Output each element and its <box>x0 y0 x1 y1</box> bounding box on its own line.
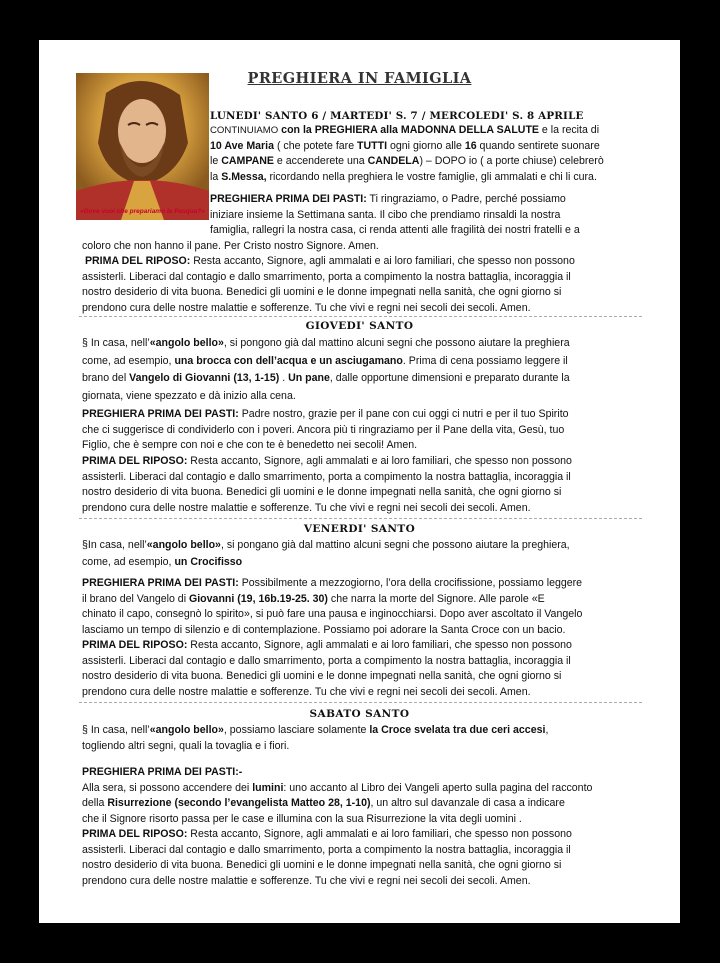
intro-line: 10 Ave Maria ( che potete fare TUTTI ogni giorno alle 16 quando sentirete suonare <box>210 139 600 152</box>
thursday-heading: GIOVEDI' SANTO <box>305 320 414 332</box>
document-page <box>39 40 680 923</box>
jesus-painting-image <box>76 73 209 220</box>
jesus-portrait-icon <box>76 73 209 220</box>
page-title: PREGHIERA IN FAMIGLIA <box>247 70 472 87</box>
saturday-night-prayer: PRIMA DEL RIPOSO: Resta accanto, Signore, agli ammalati e ai loro familiari, che spesso non possono assisterli. Liberaci dal contagio e dallo smarrimento, porta a compimento la nostra battaglia, incoraggia il nostro desiderio di vita buona. Benedici gli uomini e le donne impegnati nella sanità, che ogni giorno si prendono cura delle nostre malattie e sofferenze. Tu che vivi e regni nei secoli dei secoli. Amen. <box>82 828 572 887</box>
intro-line: CONTINUIAMO con la PREGHIERA alla MADONNA DELLA SALUTE e la recita di <box>210 124 600 136</box>
divider <box>79 702 642 703</box>
friday-heading: VENERDI' SANTO <box>303 523 416 535</box>
saturday-heading: SABATO SANTO <box>309 708 410 720</box>
friday-intro: §In casa, nell’«angolo bello», si pongano già dal mattino alcuni segni che possono aiutare la preghiera, come, ad esempio, un Crocifisso <box>82 539 570 568</box>
divider <box>79 518 642 519</box>
thursday-intro: § In casa, nell’«angolo bello», si pongono già dal mattino alcuni segni che possono aiutare la preghiera come, ad esempio, una brocca con dell’acqua e un asciugamano. Prima di cena possiamo leggere il brano del Vangelo di Giovanni (13, 1-15) . Un pane, dalle opportune dimensioni e preparato durante la giornata, viene spezzato e dà inizio alla cena. <box>82 337 570 402</box>
intro-paragraph <box>210 123 670 185</box>
divider <box>79 316 642 317</box>
monday-meal-prayer: PREGHIERA PRIMA DEI PASTI: Ti ringraziamo, o Padre, perché possiamo iniziare insieme la Settimana santa. Il cibo che prendiamo rinsaldi la nostra famiglia, rallegri la nostra casa, ci renda attenti alle fragilità dei nostri fratelli e a <box>210 193 580 237</box>
intro-line: le CAMPANE e accenderete una CANDELA) – DOPO io ( a porte chiuse) celebrerò <box>210 155 604 168</box>
thursday-meal-prayer: PREGHIERA PRIMA DEI PASTI: Padre nostro, grazie per il pane con cui oggi ci nutri e per il tuo Spirito che ci suggerisce di condividerlo con i poveri. Ancora più ti ringraziamo per il Pane della vita, Gesù, tuo Figlio, che è sempre con noi e che con te è benedetto nei secoli! Amen. <box>82 408 569 452</box>
intro-line: la S.Messa, ricordando nella preghiera le vostre famiglie, gli ammalati e chi li cura. <box>210 170 597 183</box>
thursday-night-prayer: PRIMA DEL RIPOSO: Resta accanto, Signore, agli ammalati e ai loro familiari, che spesso non possono assisterli. Liberaci dal contagio e dallo smarrimento, porta a compimento la nostra battaglia, incoraggia il nostro desiderio di vita buona. Benedici gli uomini e le donne impegnati nella sanità, che ogni giorno si prendono cura delle nostre malattie e sofferenze. Tu che vivi e regni nei secoli dei secoli. Amen. <box>82 455 572 514</box>
dates-heading: LUNEDI' SANTO 6 / MARTEDI' S. 7 / MERCOLEDI' S. 8 APRILE <box>210 110 584 122</box>
image-caption: «Dove vuoi che prepariamo la Pasqua?» <box>80 208 205 215</box>
friday-meal-prayer: PREGHIERA PRIMA DEI PASTI: Possibilmente a mezzogiorno, l’ora della crocifissione, possiamo leggere il brano del Vangelo di Giovanni (19, 16b.19-25. 30) che narra la morte del Signore. Alle parole «E chinato il capo, consegnò lo spirito», si può fare una pausa e inginocchiarsi. Dopo aver ascoltato il Vangelo lasciamo un tempo di silenzio e di contemplazione. Possiamo poi adorare la Santa Croce con un bacio. <box>82 577 583 636</box>
monday-night-prayer: PRIMA DEL RIPOSO: Resta accanto, Signore, agli ammalati e ai loro familiari, che spesso non possono assisterli. Liberaci dal contagio e dallo smarrimento, porta a compimento la nostra battaglia, incoraggia il nostro desiderio di vita buona. Benedici gli uomini e le donne impegnati nella sanità, che ogni giorno si prendono cura delle nostre malattie e sofferenze. Tu che vivi e regni nei secoli dei secoli. Amen. <box>82 255 575 314</box>
saturday-meal-prayer: PREGHIERA PRIMA DEI PASTI:- Alla sera, si possono accendere dei lumini: uno accanto al Libro dei Vangeli aperto sulla pagina del racconto della Risurrezione (secondo l’evangelista Matteo 28, 1-10), un altro sul davanzale di casa a indicare che il Signore risorto passa per le case e illumina con la sua Risurrezione la vita degli uomini . <box>82 766 593 825</box>
saturday-intro: § In casa, nell’«angolo bello», possiamo lasciare solamente la Croce svelata tra due ceri accesi, togliendo altri segni, quali la tovaglia e i fiori. <box>82 724 549 752</box>
friday-night-prayer: PRIMA DEL RIPOSO: Resta accanto, Signore, agli ammalati e ai loro familiari, che spesso non possono assisterli. Liberaci dal contagio e dallo smarrimento, porta a compimento la nostra battaglia, incoraggia il nostro desiderio di vita buona. Benedici gli uomini e le donne impegnati nella sanità, che ogni giorno si prendono cura delle nostre malattie e sofferenze. Tu che vivi e regni nei secoli dei secoli. Amen. <box>82 639 572 698</box>
monday-meal-prayer-end: coloro che non hanno il pane. Per Cristo nostro Signore. Amen. <box>82 240 379 252</box>
